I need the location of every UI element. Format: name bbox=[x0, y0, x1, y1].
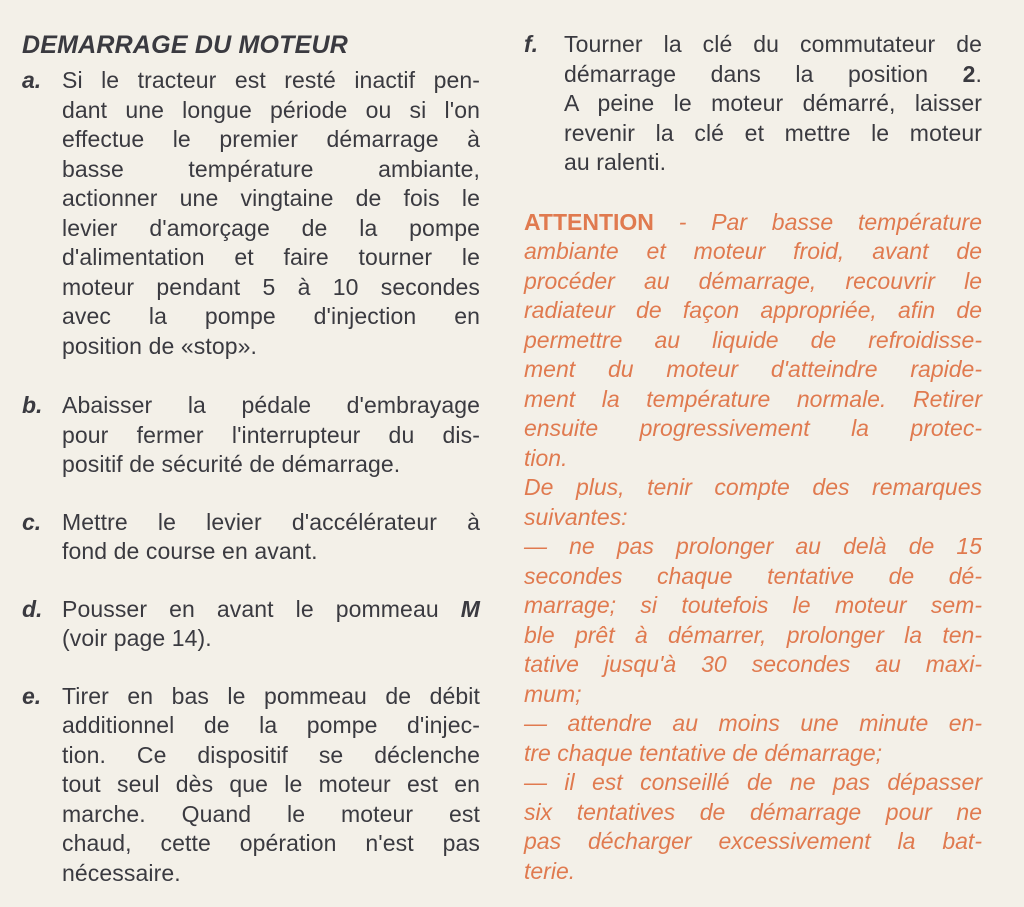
warning-line: — il est conseillé de ne pas dépasser bbox=[524, 769, 982, 795]
knob-label-m: M bbox=[460, 595, 480, 622]
text-line: actionner une vingtaine de fois le bbox=[62, 185, 480, 211]
text-line: revenir la clé et mettre le moteur bbox=[564, 119, 982, 146]
step-f-text bbox=[564, 30, 982, 178]
warning-first-line bbox=[524, 208, 982, 238]
text-line: d'alimentation et faire tourner le bbox=[62, 244, 480, 270]
warning-line: ment la température normale. Retirer bbox=[524, 385, 982, 412]
warning-line: procéder au démarrage, recouvrir le bbox=[524, 267, 982, 294]
text-line: Si le tracteur est resté inactif pen- bbox=[62, 67, 480, 93]
warning-line: suivantes: bbox=[524, 503, 628, 530]
step-e-marker: e. bbox=[22, 682, 42, 709]
warning-line: radiateur de façon appropriée, afin de bbox=[524, 297, 982, 323]
text-fragment: Pousser en avant le pommeau bbox=[62, 595, 461, 622]
key-position-2: 2 bbox=[962, 60, 976, 87]
step-d-marker: d. bbox=[22, 595, 43, 622]
warning-line: permettre au liquide de refroidisse- bbox=[524, 326, 982, 353]
warning-line: marrage; si toutefois le moteur sem- bbox=[524, 592, 982, 618]
text-line: dant une longue période ou si l'on bbox=[62, 96, 480, 123]
warning-line: — ne pas prolonger au delà de 15 bbox=[524, 533, 982, 559]
text-line: avec la pompe d'injection en bbox=[62, 303, 480, 329]
warning-block bbox=[524, 208, 982, 887]
warning-title: ATTENTION bbox=[524, 208, 654, 235]
step-d-text bbox=[62, 595, 480, 654]
step-b bbox=[22, 391, 480, 480]
warning-line: tion. bbox=[524, 444, 568, 471]
warning-line: — attendre au moins une minute en- bbox=[524, 710, 982, 736]
warning-line: secondes chaque tentative de dé- bbox=[524, 562, 982, 589]
text-line: positif de sécurité de démarrage. bbox=[62, 451, 401, 477]
warning-line: ambiante et moteur froid, avant de bbox=[524, 238, 982, 264]
text-line: A peine le moteur démarré, laisser bbox=[564, 90, 982, 116]
text-line: chaud, cette opération n'est pas bbox=[62, 830, 480, 856]
text-line: basse température ambiante, bbox=[62, 155, 480, 182]
step-a-text bbox=[62, 66, 480, 361]
text-line: levier d'amorçage de la pompe bbox=[62, 214, 480, 241]
step-c bbox=[22, 508, 480, 567]
warning-line: pas décharger excessivement la bat- bbox=[524, 828, 982, 854]
text-line: moteur pendant 5 à 10 secondes bbox=[62, 273, 480, 300]
section-title: DEMARRAGE DU MOTEUR bbox=[22, 31, 349, 59]
text-line: pour fermer l'interrupteur du dis- bbox=[62, 421, 480, 448]
text-line: Tourner la clé du commutateur de bbox=[564, 31, 982, 57]
step-c-marker: c. bbox=[22, 508, 42, 535]
warning-line: tre chaque tentative de démarrage; bbox=[524, 739, 883, 766]
step-e bbox=[22, 682, 480, 889]
text-line: marche. Quand le moteur est bbox=[62, 800, 480, 827]
text-fragment: démarrage dans la position bbox=[564, 60, 963, 87]
right-column bbox=[524, 30, 982, 886]
text-line: effectue le premier démarrage à bbox=[62, 126, 480, 152]
text-line: fond de course en avant. bbox=[62, 538, 318, 564]
text-line: nécessaire. bbox=[62, 859, 181, 886]
step-c-text bbox=[62, 508, 480, 567]
step-a-marker: a. bbox=[22, 67, 42, 93]
step-f bbox=[524, 30, 982, 178]
text-line: tion. Ce dispositif se déclenche bbox=[62, 741, 480, 768]
text-line bbox=[564, 60, 982, 90]
step-b-marker: b. bbox=[22, 392, 43, 418]
warning-line: ble prêt à démarrer, prolonger la ten- bbox=[524, 621, 982, 648]
text-fragment: . bbox=[975, 60, 982, 87]
warning-line: mum; bbox=[524, 680, 582, 707]
warning-line: ment du moteur d'atteindre rapide- bbox=[524, 356, 982, 382]
text-line: position de «stop». bbox=[62, 332, 257, 359]
text-fragment: - Par basse température bbox=[653, 208, 982, 235]
warning-line: six tentatives de démarrage pour ne bbox=[524, 798, 982, 825]
warning-line: ensuite progressivement la protec- bbox=[524, 415, 982, 441]
text-line: Tirer en bas le pommeau de débit bbox=[62, 682, 480, 709]
step-e-text bbox=[62, 682, 480, 889]
step-f-marker: f. bbox=[524, 31, 539, 57]
step-b-text bbox=[62, 391, 480, 480]
step-d bbox=[22, 595, 480, 654]
text-line bbox=[62, 595, 480, 625]
warning-line: tative jusqu'à 30 secondes au maxi- bbox=[524, 651, 982, 677]
text-line: (voir page 14). bbox=[62, 625, 212, 651]
warning-line: De plus, tenir compte des remarques bbox=[524, 474, 982, 500]
text-line: au ralenti. bbox=[564, 149, 667, 175]
text-line: additionnel de la pompe d'injec- bbox=[62, 712, 480, 738]
left-column bbox=[22, 30, 480, 888]
text-line: tout seul dès que le moteur est en bbox=[62, 771, 480, 797]
warning-line: terie. bbox=[524, 857, 576, 884]
text-line: Abaisser la pédale d'embrayage bbox=[62, 392, 480, 418]
step-a bbox=[22, 66, 480, 361]
text-line: Mettre le levier d'accélérateur à bbox=[62, 508, 480, 535]
